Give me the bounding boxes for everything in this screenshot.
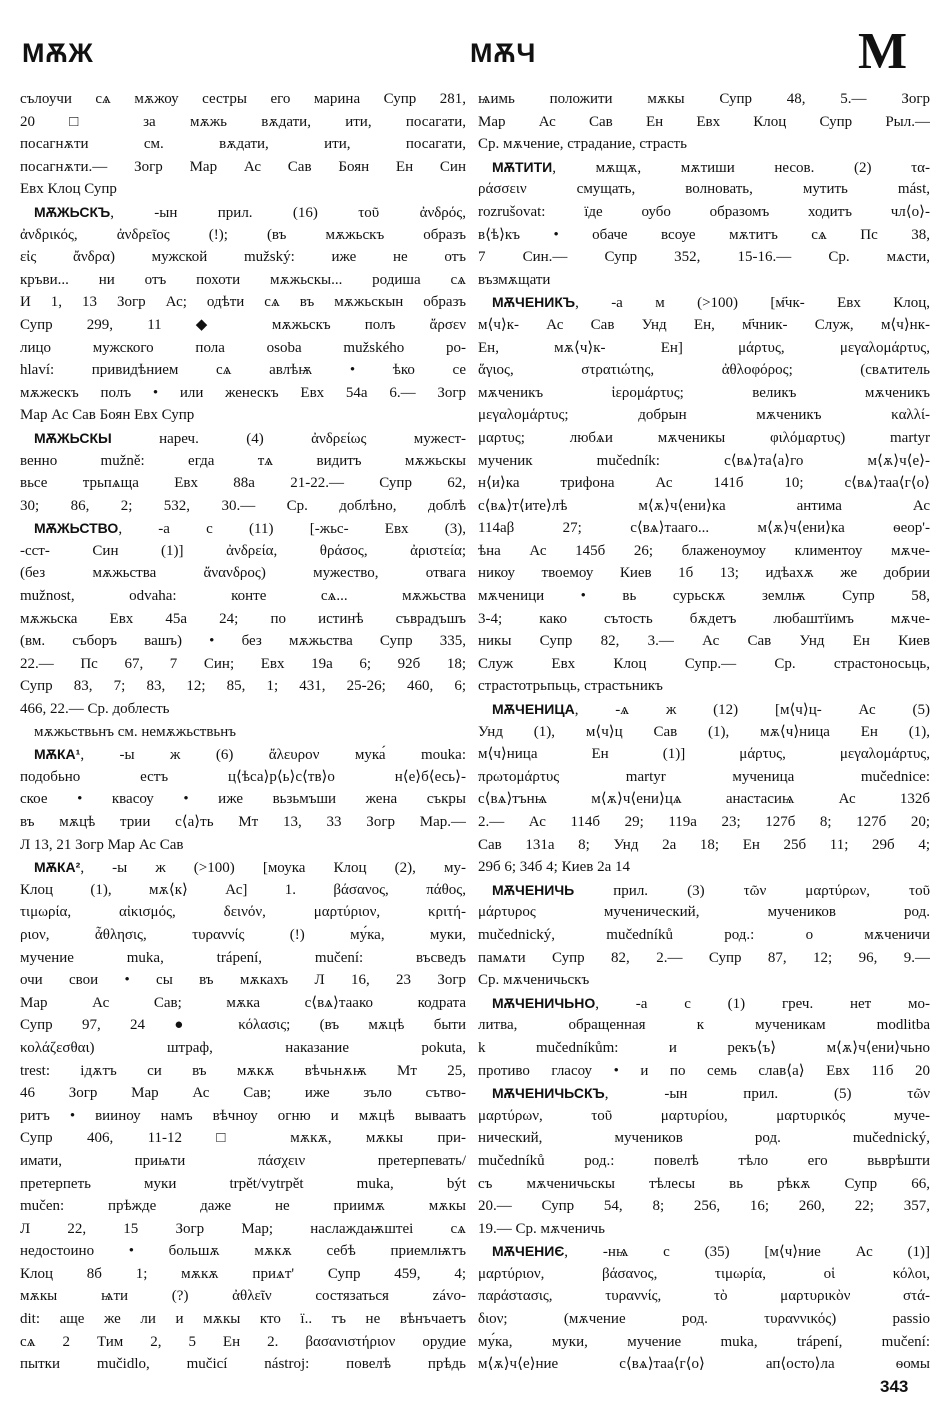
text-line (20, 156, 466, 179)
text-line (478, 269, 930, 292)
line-text: 19.— Ср. мѫченичь (478, 1220, 606, 1237)
line-text: παράστασις, τυραννίς, τὸ μαρτυρικὸν στά- (478, 1288, 930, 1305)
text-line (478, 111, 930, 134)
entry-headword-line (478, 698, 930, 721)
line-text: съ мѫченичьскы тѣлесы вь рѣкѫ Супр 66, (478, 1175, 930, 1192)
line-text: 46 Зогр Мар Ас Сав; иже зъло сътво- (20, 1085, 466, 1102)
text-line (478, 427, 930, 450)
text-line (20, 562, 466, 585)
text-line (478, 314, 930, 337)
text-line (20, 1127, 466, 1150)
headword: МѪЧЕНИЧЬНО (492, 994, 596, 1011)
line-text: имати, приѩти πάσχειν претерпевать/ (20, 1152, 466, 1169)
line-text: κολάζεσθαι) штраф, наказание pokuta, (20, 1039, 466, 1056)
text-line (478, 743, 930, 766)
text-line (478, 1037, 930, 1060)
line-text: μαρτυς; любѧи мѫченикы φιλόμαρτυς) martyr (478, 429, 930, 446)
text-line (20, 811, 466, 834)
text-line (20, 224, 466, 247)
text-line (20, 698, 466, 721)
line-text: hlaví: привидѣнием сѧ авлѣѭ • ѣко се (20, 362, 466, 379)
line-text: мѫченикъ ἱερομάρτυς; великъ мѫченикъ (478, 384, 930, 401)
text-line (478, 382, 930, 405)
headword: МѪЧЕНИЦА (492, 701, 575, 718)
line-text: ἀνδρικός, ἀνδρεῖος (!); (въ мѫжьскъ образъ (20, 226, 466, 243)
page-number: 343 (880, 1377, 909, 1396)
text-line (478, 947, 930, 970)
line-text: никоу твоемоу Киев 1б 13; идѣахѫ же добрии (478, 565, 930, 582)
line-text: μαρτύρων, τοῦ μαρτυρίου, μαρτυρικός муче- (478, 1107, 930, 1124)
text-line (20, 630, 466, 653)
line-text: претерпеть муки trpět/vytrpět muka, být (20, 1175, 466, 1192)
line-text: mužnost, odvaha: конте сѧ... мѫжьства (20, 588, 466, 605)
line-text: недостоино • большѫ мѫкѫ себѣ приемлѭтъ (20, 1243, 466, 1260)
line-text: вьсе трьпѧща Евх 88а 21-22.— Супр 62, (20, 475, 466, 492)
text-line (478, 608, 930, 631)
line-text: мученик mučedník: с⟨вѧ⟩та⟨а⟩го м⟨ѫ⟩ч⟨е⟩- (478, 452, 930, 469)
text-line (20, 1353, 466, 1376)
line-text: сѧ 2 Тим 2, 5 Ен 2. βασανιστήριον орудие (20, 1333, 466, 1350)
text-line (478, 969, 930, 992)
line-text: мѫкы ѩти (?) ἀθλεῖν состязаться závo- (20, 1288, 466, 1305)
line-text: ѣна Ас 145б 26; блаженоумоу климентоу мѫче- (478, 542, 930, 559)
text-line (20, 472, 466, 495)
line-text: 22.— Пс 67, 7 Син; Евх 19а 6; 92б 18; (20, 655, 466, 672)
text-line (478, 540, 930, 563)
text-line (20, 269, 466, 292)
text-line (20, 1105, 466, 1128)
text-line (478, 788, 930, 811)
headword: МѪЖЬСКЫ (34, 429, 112, 446)
line-text: , -а с (11) [-жьс- Евх (3), (118, 521, 466, 538)
text-line (20, 788, 466, 811)
text-line (478, 201, 930, 224)
line-text: посагнѫти.— Зогр Мар Ас Сав Боян Ен Син (20, 158, 466, 175)
line-text: 20.— Супр 54, 8; 256, 16; 260, 22; 357, (478, 1198, 930, 1215)
line-text: с⟨вѧ⟩тънѩ м⟨ѫ⟩ч⟨ени⟩цѧ анастасиѩ Ас 132б (478, 791, 930, 808)
line-text: Супр 406, 11-12 □ мѫкѫ, мѫкы при- (20, 1130, 466, 1147)
line-text: διον; (мѫчение род. τυραννικός) passio (478, 1311, 930, 1328)
text-line (478, 1127, 930, 1150)
line-text: μάρτυρος мученический, мучеников род. (478, 904, 930, 921)
headword: МѪТИТИ (492, 158, 553, 175)
text-line (20, 947, 466, 970)
text-line (478, 766, 930, 789)
line-text: м⟨ч⟩ница Ен (1)] μάρτυς, μεγαλομάρτυς, (478, 746, 930, 763)
text-line (20, 382, 466, 405)
line-text: ἅγιος, στρατιώτης, ἀθλοφόρος; (свѧтитель (478, 362, 930, 379)
line-text: Ср. мѫчение, страдание, страсть (478, 136, 687, 153)
entry-headword-line (478, 879, 930, 902)
text-line (478, 811, 930, 834)
text-line (20, 178, 466, 201)
line-text: в⟨ѣ⟩къ • обаче всоуе мѫтитъ сѧ Пс 38, (478, 226, 930, 243)
text-line (20, 721, 466, 744)
line-text: πρωτομάρτυς martyr мученица mučednice: (478, 768, 930, 785)
text-line (478, 1060, 930, 1083)
line-text: Супр 83, 7; 83, 12; 85, 1; 431, 25-26; 460, 6; (20, 678, 466, 695)
entry-headword-line (478, 291, 930, 314)
text-line (20, 1173, 466, 1196)
text-line (20, 675, 466, 698)
line-text: м⟨ч⟩к- Ас Сав Унд Ен, м҃чник- Служ, м⟨ч⟩нк- (478, 316, 930, 333)
line-text: Ен, мѫ⟨ч⟩к- Ен] μάρτυς, μεγαλομάρτυς, (478, 339, 930, 356)
text-line (20, 1082, 466, 1105)
text-line (20, 1218, 466, 1241)
text-line (478, 224, 930, 247)
line-text: -сст- Син (1)] ἀνδρεία, θράσος, ἀριστεία; (20, 542, 466, 559)
text-line (478, 1195, 930, 1218)
text-line (20, 766, 466, 789)
line-text: Клоц 8б 1; мѫкѫ приѧт' Супр 459, 4; (20, 1265, 466, 1282)
line-text: Супр 97, 24 ● κόλασις; (въ мѫцѣ быти (20, 1017, 466, 1034)
line-text: Клоц (1), мѫ⟨к⟩ Ас] 1. βάσανος, πάθος, (20, 881, 466, 898)
text-line (478, 337, 930, 360)
line-text: памѧти Супр 82, 2.— Супр 87, 12; 96, 9.— (478, 949, 930, 966)
text-line (20, 495, 466, 518)
line-text: литва, обращенная к мученикам modlitba (478, 1017, 930, 1034)
entry-headword-line (20, 856, 466, 879)
line-text: с⟨вѧ⟩т⟨ите⟩лѣ м⟨ѫ⟩ч⟨ени⟩ка антима Ас (478, 497, 930, 514)
line-text: k mučedníkům: и рекъ⟨ъ⟩ м⟨ѫ⟩ч⟨ени⟩чьно (478, 1039, 930, 1056)
running-head-center: МѪЧ (470, 38, 537, 68)
entry-headword-line (20, 201, 466, 224)
text-line (20, 246, 466, 269)
line-text: 3-4; како сътость бѫдетъ любаштїимъ мѫче- (478, 610, 930, 627)
text-line (478, 1331, 930, 1354)
line-text: кръви... ни отъ похоти мѫжьскы... родиша сѧ (20, 271, 466, 288)
headword: МѪКА¹ (34, 746, 81, 763)
text-line (20, 969, 466, 992)
text-line (20, 1240, 466, 1263)
text-line (20, 540, 466, 563)
text-line (20, 585, 466, 608)
text-line (20, 359, 466, 382)
line-text: dit: аще же ли и мѫкы кто ї.. тъ не вѣнъчаетъ (20, 1311, 466, 1328)
line-text: 2.— Ас 114б 29; 119а 23; 127б 8; 127б 20; (478, 814, 930, 830)
line-text: rozrušovat: їде оубо образомъ ходитъ чл⟨о⟩- (478, 203, 930, 220)
text-line (478, 1353, 930, 1376)
line-text: , -нѩ с (35) [м⟨ч⟩ние Ас (1)] (564, 1244, 930, 1261)
right-column (478, 88, 930, 1376)
line-text: trest: ідѫтъ си въ мѫкѫ вѣчьнѫѭ Мт 25, (20, 1062, 466, 1079)
line-text: 29б 6; 34б 4; Киев 2а 14 (478, 859, 631, 876)
text-line (20, 1331, 466, 1354)
text-line (20, 608, 466, 631)
headword: МѪЖЬСТВО (34, 520, 119, 537)
text-line (20, 1150, 466, 1173)
line-text: пытки mučidlo, mučicí nástroj: повелѣ прѣдь (20, 1356, 466, 1373)
text-line (478, 88, 930, 111)
line-text: възмѫщати (478, 271, 551, 288)
line-text: Служ Евх Клоц Супр.— Ср. страстоносьць, (478, 655, 930, 672)
text-line (478, 675, 930, 698)
text-line (478, 1263, 930, 1286)
line-text: прил. (3) τῶν μαρτύρων, τοῦ (574, 882, 930, 899)
text-line (20, 314, 466, 337)
headword: МѪЧЕНИЧЬСКЪ (492, 1085, 605, 1102)
text-line (478, 1308, 930, 1331)
line-text: (вм. съборъ вашъ) • без мѫжьства Супр 335, (20, 633, 466, 650)
left-column (20, 88, 466, 1376)
line-text: подобьно естъ ц⟨ѣса⟩р⟨ь⟩с⟨тв⟩о н⟨е⟩б⟨есь⟩- (20, 768, 466, 785)
text-line (20, 1308, 466, 1331)
line-text: противо гласоу • и по семь слав⟨а⟩ Евх 11б 20 (478, 1062, 930, 1079)
line-text: , -ы ж (>100) [моука Клоц (2), му- (80, 860, 466, 877)
line-text: никы Супр 82, 3.— Ас Сав Унд Ен Киев (478, 633, 930, 650)
text-line (478, 834, 930, 857)
line-text: мѫжескъ полъ • или женескъ Евх 54а 6.— Зогр (20, 384, 466, 401)
text-line (20, 111, 466, 134)
line-text: mučedníků род.: повелѣ тѣло его вьврѣшти (478, 1152, 930, 1169)
line-text: ритъ • вииноу намъ вѣчноу огню и мѫцѣ вываатъ (20, 1107, 466, 1124)
line-text: Унд (1), м⟨ч⟩ц Сав (1), мѫ⟨ч⟩ница Ен (1), (478, 723, 930, 740)
line-text: (без мѫжьства ἄνανδρος) мужество, отвага (20, 565, 466, 582)
line-text: Л 22, 15 Зогр Мар; наслаждаѭштеі сѧ (20, 1220, 466, 1237)
line-text: ριον, ἆθλησις, τυραννίς (!) му́ка, муки, (20, 926, 466, 943)
line-text: ѩимь положити мѫкы Супр 48, 5.— Зогр (478, 91, 930, 107)
line-text: , -ѧ ж (12) [м⟨ч⟩ц- Ас (5) (574, 702, 930, 719)
text-line (478, 246, 930, 269)
text-line (478, 359, 930, 382)
text-line (478, 901, 930, 924)
entry-headword-line (20, 743, 466, 766)
line-text: 466, 22.— Ср. доблесть (20, 701, 170, 718)
line-text: нический, мучеников род. mučednický, (478, 1130, 930, 1147)
entry-headword-line (478, 992, 930, 1015)
headword: МѪЧЕНИКЪ (492, 294, 576, 311)
line-text: Мар Ас Сав Ен Евх Клоц Супр Рыл.— (478, 113, 930, 130)
text-line (478, 1218, 930, 1241)
headword: МѪКА² (34, 859, 81, 876)
line-text: ское • квасоу • иже вьзьмъши жена съкры (20, 791, 466, 808)
line-text: Л 13, 21 Зогр Мар Ас Сав (20, 836, 184, 853)
line-text: μαρτύριον, βάσανος, τιμωρία, οἱ κόλοι, (478, 1265, 930, 1282)
text-line (20, 879, 466, 902)
line-text: И 1, 13 Зогр Ас; одѣти сѧ въ мѫжьскын образъ (20, 294, 466, 311)
text-line (20, 901, 466, 924)
line-text: Евх Клоц Супр (20, 181, 117, 198)
text-line (478, 630, 930, 653)
text-line (478, 495, 930, 518)
line-text: 30; 86, 2; 532, 30.— Ср. доблѣно, доблѣ (20, 497, 466, 514)
text-line (20, 834, 466, 857)
text-line (478, 517, 930, 540)
text-line (478, 721, 930, 744)
line-text: венно mužně: егда тѧ видитъ мѫжьскы (20, 452, 466, 469)
line-text: Мар Ас Сав; мѫка с⟨вѧ⟩таако кодрата (20, 994, 466, 1011)
line-text: , -ын прил. (16) τοῦ ἀνδρός, (110, 204, 466, 221)
line-text: , -а с (1) греч. нет мо- (595, 995, 930, 1012)
line-text: Ср. мѫченичьскъ (478, 972, 590, 989)
text-line (478, 924, 930, 947)
text-line (478, 404, 930, 427)
line-text: мѫжьска Евх 45а 24; по истинѣ съврадъшъ (20, 610, 466, 627)
line-text: въ мѫцѣ трии с⟨а⟩ть Мт 13, 33 Зогр Мар.— (20, 814, 466, 830)
text-line (20, 450, 466, 473)
headword: МѪЖЬСКЪ (34, 203, 111, 220)
text-line (20, 404, 466, 427)
line-text: , -ы ж (6) ἄλευρον мука́ mouka: (80, 747, 466, 764)
text-line (20, 1060, 466, 1083)
text-line (478, 1014, 930, 1037)
line-text: мѫжьствьнъ см. немѫжьствьнъ (34, 723, 237, 740)
text-line (478, 133, 930, 156)
text-line (478, 653, 930, 676)
line-text: , -ын прил. (5) τῶν (604, 1086, 930, 1103)
text-line (20, 924, 466, 947)
line-text: посагнѫти см. вѫдати, ити, посагати, (20, 136, 466, 153)
text-line (20, 88, 466, 111)
text-line (478, 472, 930, 495)
line-text: му́ка, муки, мучение muka, trápení, mučení: (478, 1333, 930, 1350)
text-line (478, 1105, 930, 1128)
line-text: ράσσειν смущать, волновать, мутить mást, (478, 181, 930, 198)
headword: МѪЧЕНИЄ (492, 1243, 565, 1260)
text-line (20, 1037, 466, 1060)
line-text: очи свои • сы въ мѫкахъ Л 16, 23 Зогр (20, 972, 466, 989)
text-line (20, 1285, 466, 1308)
text-line (478, 1150, 930, 1173)
text-line (478, 178, 930, 201)
line-text: Супр 299, 11 ◆ мѫжьскъ полъ ἄρσεν (20, 316, 466, 333)
line-text: mučednický, mučedníků род.: о мѫченичи (478, 926, 930, 943)
text-line (478, 562, 930, 585)
line-text: м⟨ѫ⟩ч⟨е⟩ние с⟨вѧ⟩таа⟨г⟨о⟩ ап⟨осто⟩ла ѳомы (478, 1356, 930, 1373)
line-text: εἰς ἄνδρα) мужской mužský: иже не отъ (20, 249, 466, 266)
text-line (478, 450, 930, 473)
text-line (478, 585, 930, 608)
text-line (478, 1285, 930, 1308)
text-line (20, 1014, 466, 1037)
text-line (478, 856, 930, 879)
line-text: мѫченици • вь сурьскѫ землѭ Супр 58, (478, 588, 930, 605)
line-text: Мар Ас Сав Боян Евх Супр (20, 407, 195, 424)
line-text: μεγαλομάρτυς; добрын мѫченикъ καλλί- (478, 407, 930, 424)
line-text: 20 □ за мѫжь вѫдати, ити, посагати, (20, 113, 466, 130)
line-text: сълоучи сѧ мѫжоу сестры его марина Супр 281, (20, 91, 466, 107)
headword: МѪЧЕНИЧЬ (492, 881, 575, 898)
line-text: 7 Син.— Супр 352, 15-16.— Ср. мѧсти, (478, 249, 930, 266)
line-text: страстотрьпьць, страстьникъ (478, 678, 663, 695)
entry-headword-line (478, 156, 930, 179)
text-line (20, 992, 466, 1015)
text-line (478, 1173, 930, 1196)
text-line (20, 133, 466, 156)
running-head-left: МѪЖ (22, 38, 94, 68)
text-line (20, 653, 466, 676)
entry-headword-line (20, 427, 466, 450)
entry-headword-line (478, 1240, 930, 1263)
line-text: , мѫщѫ, мѫтиши несов. (2) τα- (552, 159, 930, 176)
section-letter: М (858, 23, 908, 80)
text-line (20, 291, 466, 314)
entry-headword-line (20, 517, 466, 540)
line-text: 114аβ 27; с⟨вѧ⟩тааго... м⟨ѫ⟩ч⟨ени⟩ка ѳеор'- (478, 520, 930, 537)
text-line (20, 1195, 466, 1218)
line-text: mučen: прѣжде даже не приимѫ мѫкы (20, 1198, 466, 1215)
line-text: Сав 131а 8; Унд 2а 18; Ен 25б 11; 29б 4; (478, 836, 930, 853)
text-line (20, 337, 466, 360)
line-text: н⟨и⟩ка трифона Ас 141б 10; с⟨вѧ⟩таа⟨г⟨о⟩ (478, 475, 930, 492)
line-text: , -а м (>100) [м҃чк- Евх Клоц, (575, 295, 930, 312)
text-line (20, 1263, 466, 1286)
entry-headword-line (478, 1082, 930, 1105)
line-text: мучение muka, trápení, mučení: въсведъ (20, 949, 466, 966)
line-text: нареч. (4) ἀνδρείως мужест- (111, 430, 466, 447)
line-text: лицо мужского пола osoba mužského po- (20, 339, 466, 356)
line-text: τιμωρία, αἰκισμός, δεινόν, μαρτύριον, κριτή- (20, 904, 466, 921)
